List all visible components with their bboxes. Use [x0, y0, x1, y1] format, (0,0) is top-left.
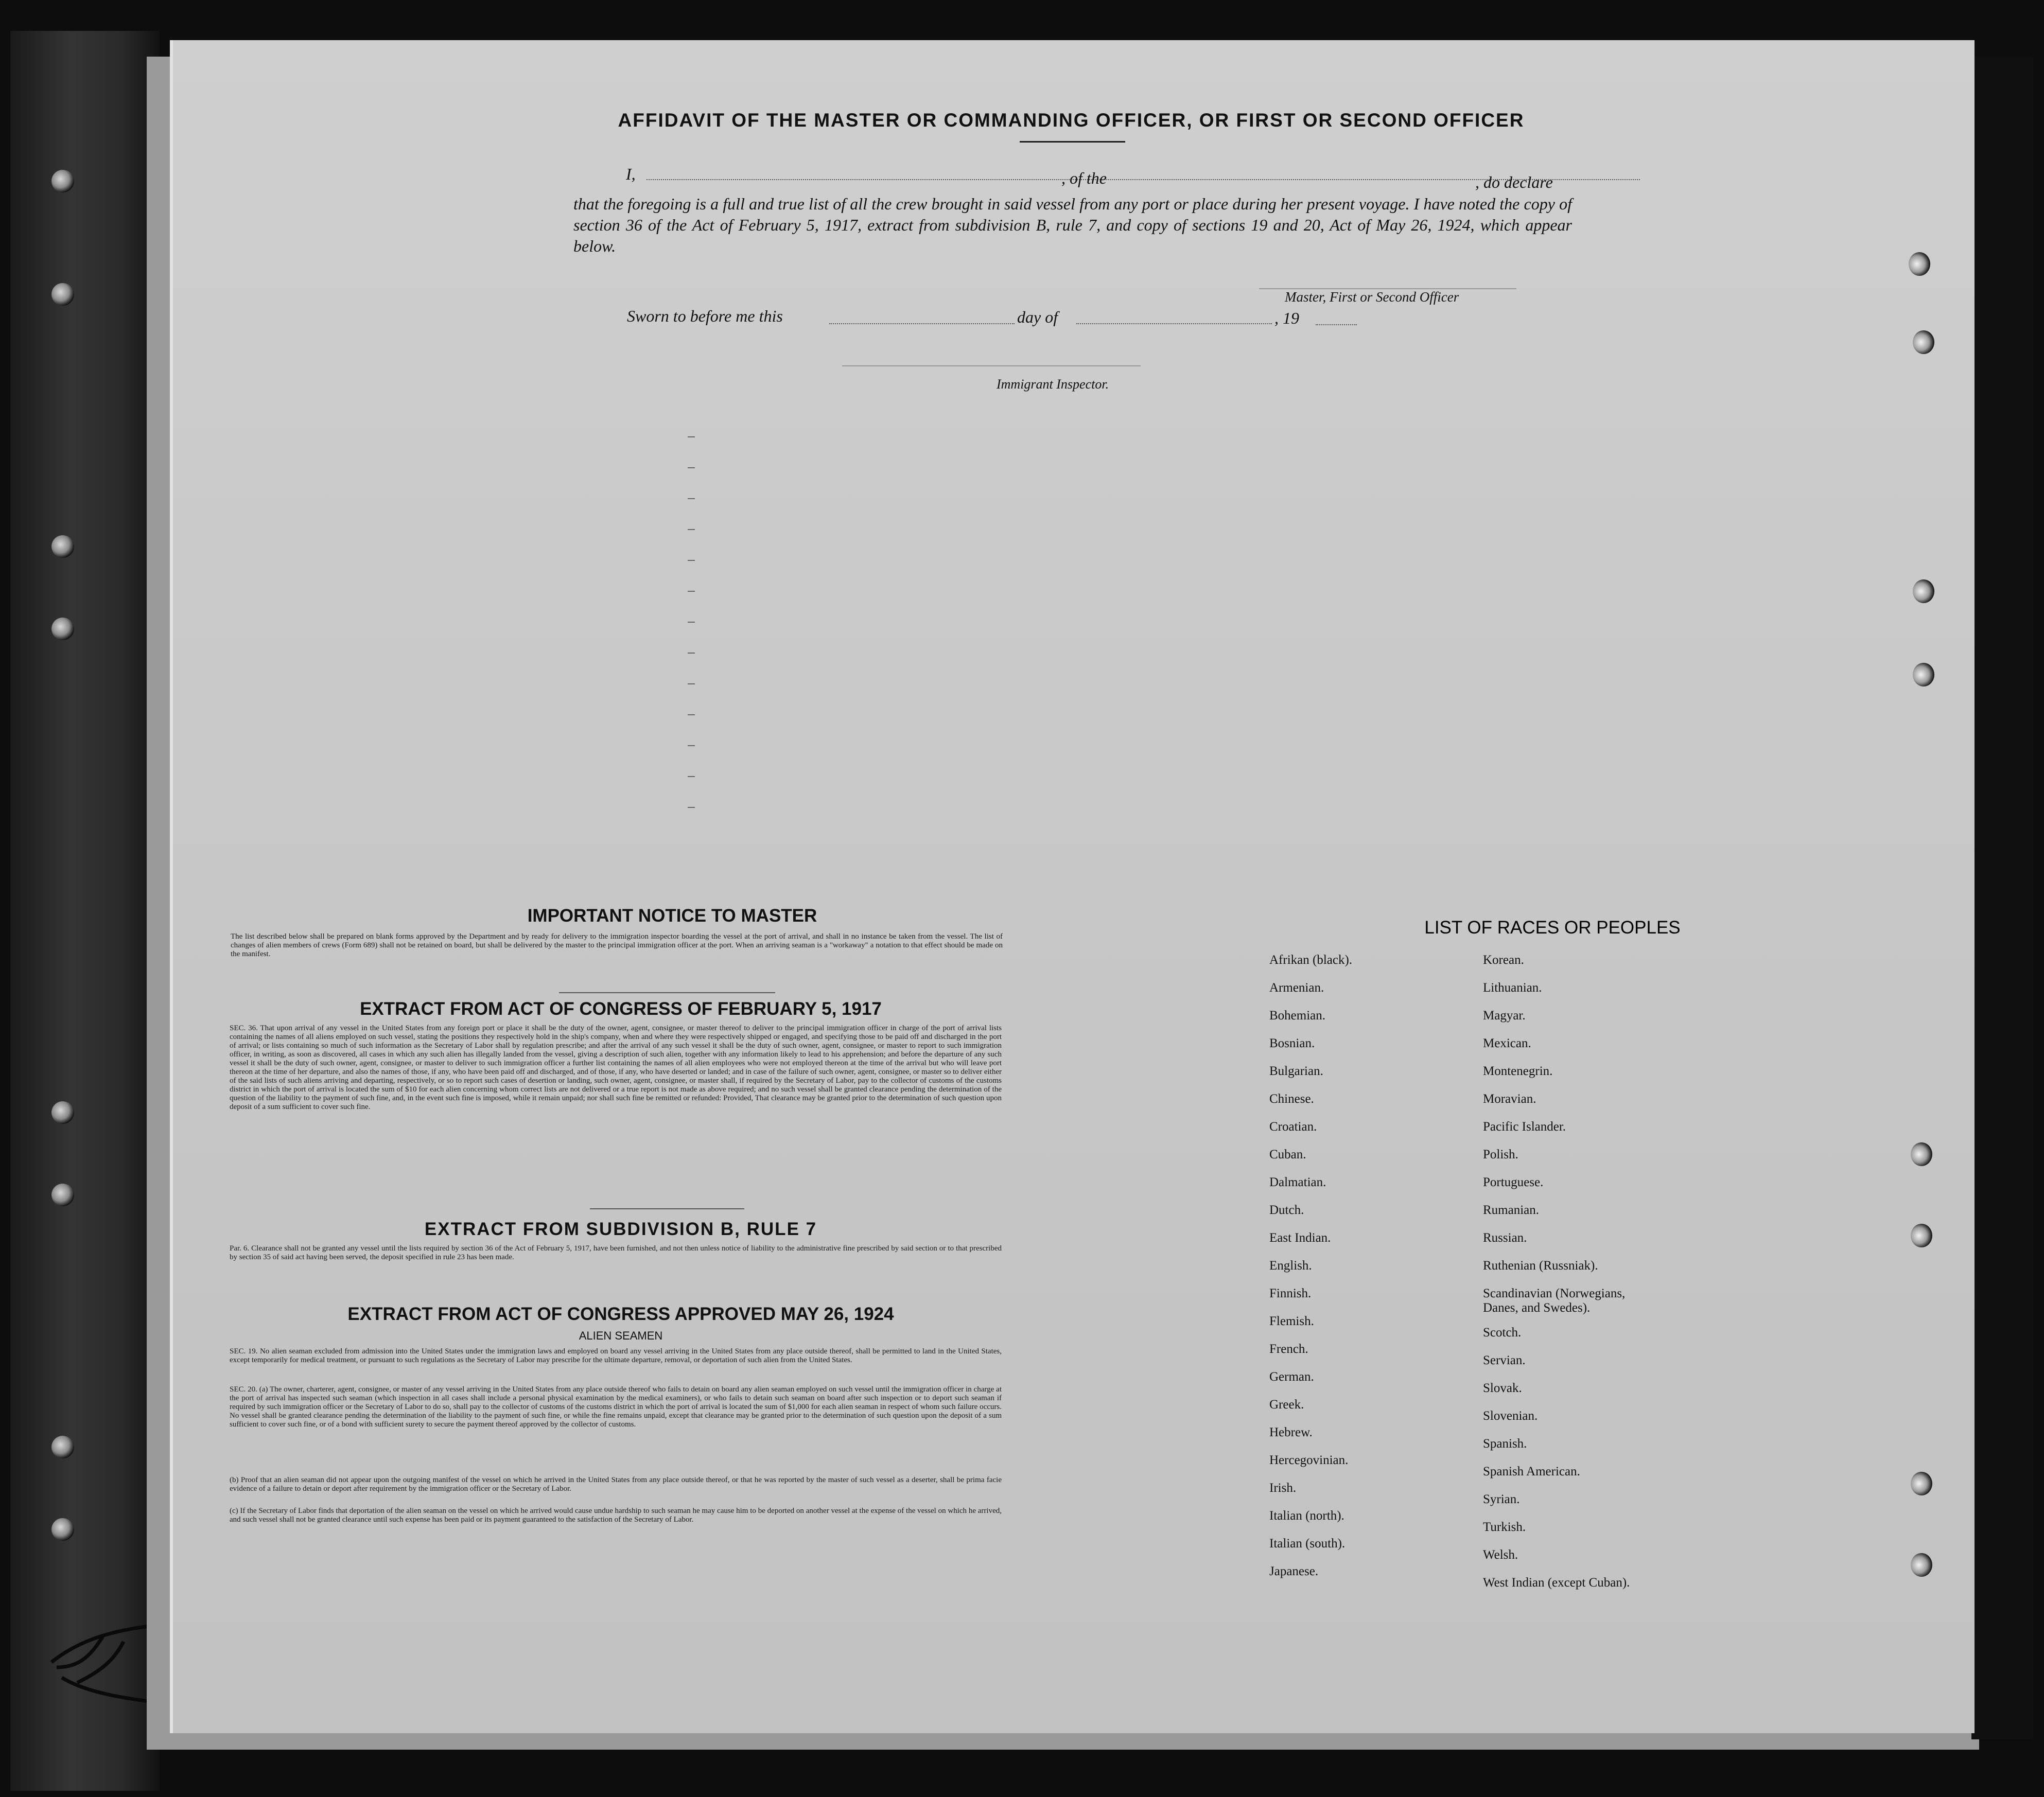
affidavit-title: AFFIDAVIT OF THE MASTER OR COMMANDING OFFICER, OR FIRST OR SECOND OFFICER — [618, 110, 1525, 131]
race-right-19: Spanish American. — [1483, 1465, 1580, 1478]
dash-mark — [688, 560, 695, 561]
race-left-3: Bohemian. — [1269, 1009, 1326, 1023]
race-right-14: Scotch. — [1483, 1326, 1522, 1340]
dash-mark — [688, 776, 695, 777]
race-right-3: Magyar. — [1483, 1009, 1526, 1023]
race-right-18: Spanish. — [1483, 1437, 1527, 1451]
section-rule — [559, 992, 775, 993]
extract-rule7-text: Par. 6. Clearance shall not be granted any vessel until the lists required by section 36 of the Act of February 5, 1917, have been furnished, and not then unless notice of liability to the administrative fine prescribed by said section or to that prescribed by section 35 of said act having been served, the deposit specified in rule 23 has been made. — [230, 1244, 1002, 1261]
race-right-15: Servian. — [1483, 1353, 1526, 1367]
extract-rule7-title: EXTRACT FROM SUBDIVISION B, RULE 7 — [424, 1219, 817, 1239]
extract-1917-title: EXTRACT FROM ACT OF CONGRESS OF FEBRUARY 5, 1917 — [360, 999, 882, 1019]
races-title: LIST OF RACES OR PEOPLES — [1424, 918, 1681, 938]
race-left-8: Cuban. — [1269, 1148, 1306, 1161]
race-left-22: Italian (south). — [1269, 1537, 1346, 1551]
year-label: , 19 — [1274, 309, 1299, 327]
race-left-5: Bulgarian. — [1269, 1064, 1323, 1078]
document-page — [170, 40, 1975, 1733]
race-right-7: Pacific Islander. — [1483, 1120, 1566, 1134]
race-left-21: Italian (north). — [1269, 1509, 1344, 1523]
declaration-text: that the foregoing is a full and true list of all the crew brought in said vessel from any port or place during her present voyage. I have noted the copy of section 36 of the Act of February 5, 1917, extract from subdivision B, rule 7, and copy of sections 19 and 20, Act of May 26, 1924, which appear below. — [573, 195, 1572, 255]
year-line[interactable] — [1316, 324, 1357, 325]
race-right-21: Turkish. — [1483, 1520, 1526, 1534]
sec20a-text: SEC. 20. (a) The owner, charterer, agent, consignee, or master of any vessel arriving in the United States from any place outside thereof who fails to detain on board any alien seaman employed on such vessel until the immigration officer in charge at the port of arrival has inspected such seaman (which inspection in all cases shall include a personal physical examination by the medical examiners), or who fails to detain such seaman on board after such inspection or to deport such seaman if required by such immigration officer or the Secretary of Labor to do so, shall pay to the collector of customs of the customs district in which the port of arrival is located the sum of $1,000 for each alien seaman in respect of whom such failure occurs. No vessel shall be granted clearance pending the determination of the liability to the payment of such fine, or while the fine remains unpaid, except that clearance may be granted prior to the determination of such question upon the deposit of a sum sufficient to cover such fine, or of a bond with sufficient surety to secure the payment thereof approved by the collector of customs. — [230, 1385, 1002, 1429]
binder-ring — [51, 1518, 74, 1541]
race-left-2: Armenian. — [1269, 981, 1324, 995]
section-rule — [590, 1208, 744, 1209]
race-right-2: Lithuanian. — [1483, 981, 1542, 995]
sec20b-text: (b) Proof that an alien seaman did not appear upon the outgoing manifest of the vessel on which he arrived in the United States from any place outside thereof, or that he was reported by the master of such vessel as a deserter, shall be prima facie evidence of a failure to detain or deport after requirement by the immigration officer or the Secretary of Labor. — [230, 1476, 1002, 1493]
race-right-8: Polish. — [1483, 1148, 1518, 1161]
extract-1917-text: SEC. 36. That upon arrival of any vessel in the United States from any foreign port or place it shall be the duty of the owner, agent, consignee, or master thereof to deliver to the principal immigration officer in charge of the port of arrival lists containing the names of all aliens employed on such vessel, stating the positions they respectively hold in the ship's company, when and where they were respectively shipped or engaged, and specifying those to be paid off and discharged in the port of arrival; or lists containing so much of such information as the Secretary of Labor shall by regulation prescribe; and after the arrival of any such vessel it shall be the duty of such owner, agent, consignee, or master to report to such immigration officer, in writing, as soon as discovered, all cases in which any such alien has illegally landed from the vessel, giving a description of such alien, together with any information likely to lead to his apprehension; and before the departure of any such vessel it shall be the duty of such owner, agent, consignee, or master to deliver to such immigration officer a further list containing the names of all alien employees who were not employed thereon at the time of the arrival but who will leave port thereon at the time of her departure, and also the names of those, if any, who have been paid off and discharged, and of those, if any, who have deserted or landed; and in case of the failure of such owner, agent, consignee, or master so to deliver either of the said lists of such aliens arriving and departing, respectively, or so to report such cases of desertion or landing, such owner, agent, consignee, or master shall, if required by the Secretary of Labor, pay to the collector of customs of the customs district in which the port of arrival is located the sum of $10 for each alien concerning whom correct lists are not delivered or a true report is not made as above required; and no such vessel shall be granted clearance pending the determination of the question of the liability to the payment of such fine, and, in the event such fine is imposed, while it remain unpaid; nor shall such fine be remitted or refunded: Provided, That clearance may be granted prior to the determination of such question upon deposit of a sum sufficient to cover such fine. — [230, 1024, 1002, 1111]
race-left-18: Hebrew. — [1269, 1425, 1313, 1439]
race-left-19: Hercegovinian. — [1269, 1453, 1349, 1467]
punch-hole — [1913, 663, 1934, 686]
title-rule — [1020, 141, 1125, 143]
dash-mark — [688, 498, 695, 499]
race-right-16: Slovak. — [1483, 1381, 1522, 1395]
dash-mark — [688, 436, 695, 437]
sworn-month-line[interactable] — [1076, 323, 1272, 324]
dash-mark — [688, 591, 695, 592]
race-left-12: English. — [1269, 1259, 1312, 1273]
race-right-22: Welsh. — [1483, 1548, 1518, 1562]
page-shadow — [1971, 57, 2033, 1739]
race-left-11: East Indian. — [1269, 1231, 1331, 1245]
race-left-10: Dutch. — [1269, 1203, 1304, 1217]
punch-hole — [1913, 579, 1934, 603]
race-left-20: Irish. — [1269, 1481, 1297, 1495]
race-left-4: Bosnian. — [1269, 1036, 1315, 1050]
sworn-day-line[interactable] — [829, 323, 1015, 324]
sworn-label: Sworn to before me this — [627, 307, 783, 325]
binder-strip — [10, 31, 160, 1791]
race-left-7: Croatian. — [1269, 1120, 1317, 1134]
sec20c-text: (c) If the Secretary of Labor finds that deportation of the alien seaman on the vessel on which he arrived would cause undue hardship to such seaman he may cause him to be deported on another vessel at the expense of the vessel on which he arrived, and such vessel shall not be granted clearance until such expense has been paid or its payment guaranteed to the satisfaction of the Secretary of Labor. — [230, 1507, 1002, 1524]
i-label: I, — [626, 165, 636, 183]
binder-ring — [51, 535, 74, 558]
race-left-9: Dalmatian. — [1269, 1175, 1326, 1189]
race-right-12: Ruthenian (Russniak). — [1483, 1259, 1598, 1273]
day-of-label: day of — [1017, 308, 1058, 326]
binder-ring — [51, 283, 74, 306]
race-right-4: Mexican. — [1483, 1036, 1531, 1050]
race-left-17: Greek. — [1269, 1398, 1304, 1412]
extract-1924-title: EXTRACT FROM ACT OF CONGRESS APPROVED MAY 26, 1924 — [347, 1304, 894, 1324]
dash-mark — [688, 807, 695, 808]
race-right-5: Montenegrin. — [1483, 1064, 1553, 1078]
do-declare-label: , do declare — [1475, 173, 1553, 191]
punch-hole — [1911, 1472, 1932, 1495]
punch-hole — [1911, 1553, 1932, 1577]
punch-hole — [1913, 330, 1934, 354]
of-the-label: , of the — [1061, 169, 1107, 187]
alien-seamen-subtitle: ALIEN SEAMEN — [579, 1329, 663, 1342]
race-left-14: Flemish. — [1269, 1314, 1314, 1328]
race-right-11: Russian. — [1483, 1231, 1527, 1245]
dash-mark — [688, 467, 695, 468]
dash-mark — [688, 745, 695, 746]
dash-mark — [688, 622, 695, 623]
dash-mark — [688, 714, 695, 715]
punch-hole — [1909, 252, 1930, 276]
race-left-23: Japanese. — [1269, 1564, 1319, 1578]
vessel-line[interactable] — [1130, 179, 1640, 180]
race-left-16: German. — [1269, 1370, 1314, 1384]
punch-hole — [1911, 1142, 1932, 1166]
race-right-6: Moravian. — [1483, 1092, 1536, 1106]
dash-mark — [688, 683, 695, 684]
race-left-13: Finnish. — [1269, 1287, 1312, 1300]
inspector-signature-line[interactable] — [842, 365, 1141, 366]
race-left-6: Chinese. — [1269, 1092, 1314, 1106]
race-right-20: Syrian. — [1483, 1492, 1520, 1506]
inspector-label: Immigrant Inspector. — [997, 377, 1109, 392]
binder-ring — [51, 170, 74, 192]
binder-ring — [51, 1101, 74, 1124]
race-left-15: French. — [1269, 1342, 1308, 1356]
race-right-23: West Indian (except Cuban). — [1483, 1576, 1630, 1590]
sec19-text: SEC. 19. No alien seaman excluded from admission into the United States under the immigration laws and employed on board any vessel arriving in the United States from any place outside thereof, shall be permitted to land in the United States, except temporarily for medical treatment, or pursuant to such regulations as the Secretary of Labor may prescribe for the ultimate departure, removal, or deportation of such alien from the United States. — [230, 1347, 1002, 1364]
dash-mark — [688, 653, 695, 654]
binder-ring — [51, 1184, 74, 1206]
dash-mark — [688, 529, 695, 530]
binder-ring — [51, 1436, 74, 1458]
race-right-1: Korean. — [1483, 953, 1524, 967]
notice-text: The list described below shall be prepared on blank forms approved by the Department and by ready for delivery to the immigration inspector boarding the vessel at the port of arrival, and shall in no instance be taken from the vessel. The list of changes of alien members of crews (Form 689) shall not be retained on board, but shall be delivered by the master to the principal immigration officer at the port. When an arriving seaman is a "workaway" a notation to that effect should be made on the manifest. — [231, 932, 1003, 958]
punch-hole — [1911, 1224, 1932, 1247]
race-left-1: Afrikan (black). — [1269, 953, 1353, 967]
race-right-10: Rumanian. — [1483, 1203, 1540, 1217]
binder-ring — [51, 618, 74, 640]
race-right-9: Portuguese. — [1483, 1175, 1544, 1189]
notice-title: IMPORTANT NOTICE TO MASTER — [527, 906, 817, 926]
race-right-13: Scandinavian (Norwegians, Danes, and Swedes). — [1483, 1287, 1626, 1315]
master-signature-label: Master, First or Second Officer — [1285, 289, 1459, 305]
race-right-17: Slovenian. — [1483, 1409, 1538, 1423]
